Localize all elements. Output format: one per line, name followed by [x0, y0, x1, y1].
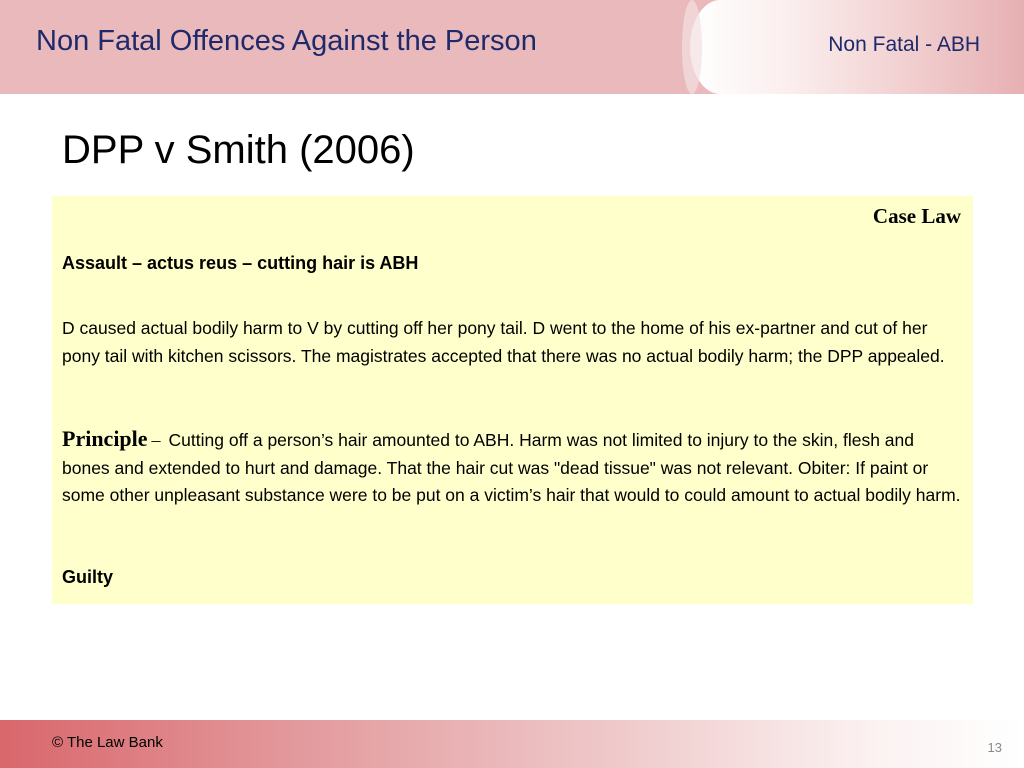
footer-copyright: © The Law Bank [52, 734, 163, 751]
principle-label: Principle [62, 426, 148, 451]
case-principle [62, 425, 962, 510]
case-law-box [52, 196, 973, 604]
case-verdict: Guilty [62, 567, 114, 587]
section-label: Non Fatal - ABH [828, 33, 980, 56]
case-heading: Assault – actus reus – cutting hair is ABH [62, 253, 419, 273]
case-facts: D caused actual bodily harm to V by cutting off her pony tail. D went to the home of his ex-partner and cut of her pony tail with kitchen scissors. The magistrates accepted that there was no actual bodily harm; the DPP appealed. [62, 318, 945, 366]
slide-title: DPP v Smith (2006) [62, 128, 415, 172]
principle-dash: – [151, 430, 161, 450]
principle-text: Cutting off a person’s hair amounted to ABH. Harm was not limited to injury to the skin, flesh and bones and extended to hurt and damage. That the hair cut was "dead tissue" was not relevant. Obiter: If paint or some other unpleasant substance were to be put on a victim’s hair that would to could amount to actual bodily harm. [62, 430, 961, 505]
case-law-tag: Case Law [872, 204, 961, 228]
page-number: 13 [987, 740, 1002, 755]
presentation-title: Non Fatal Offences Against the Person [36, 25, 537, 57]
